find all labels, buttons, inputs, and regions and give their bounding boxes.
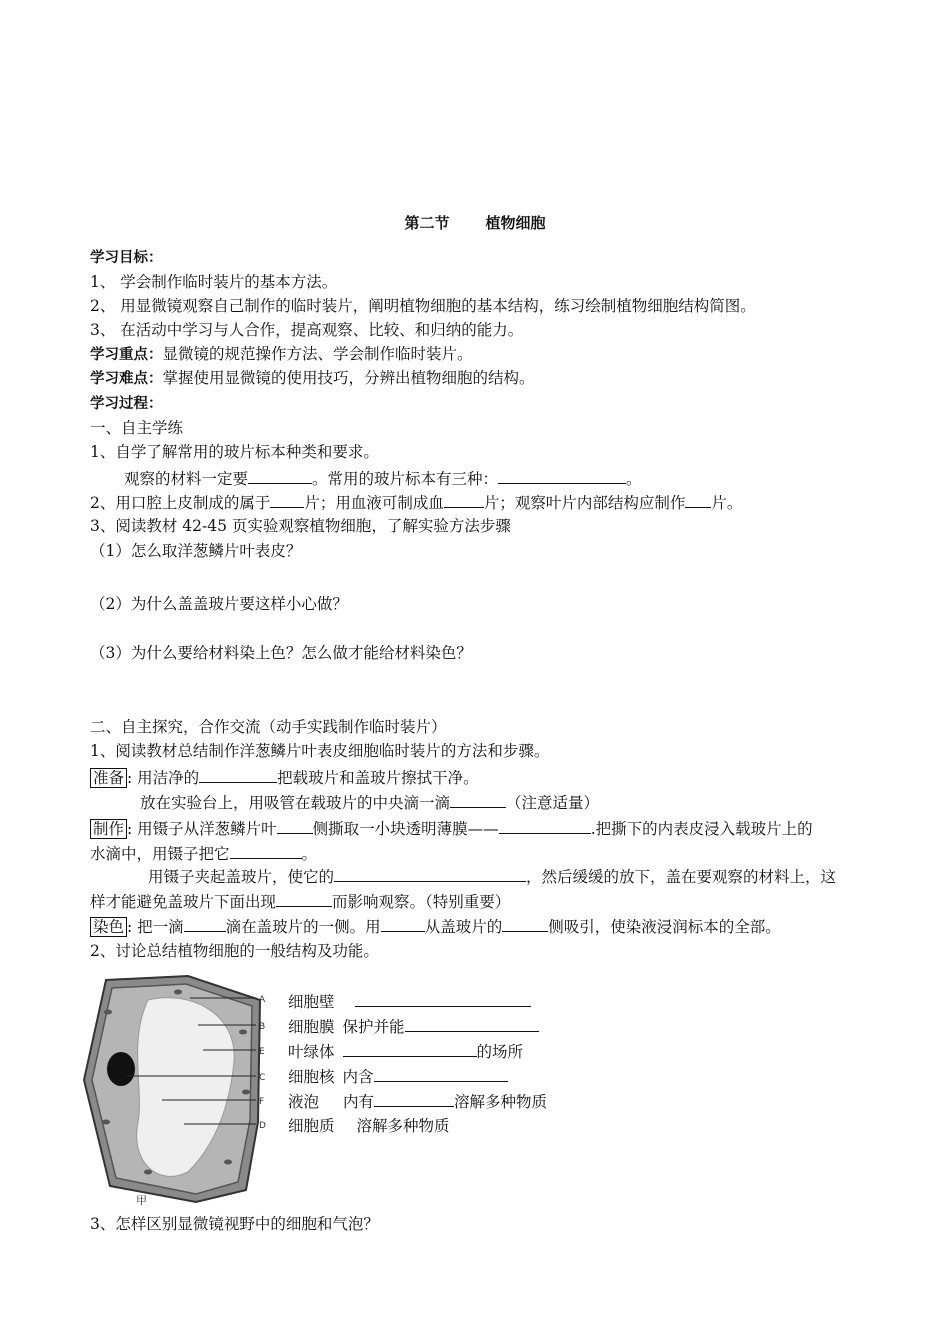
structure-vacuole: 液泡 内有 溶解多种物质	[288, 1093, 548, 1111]
part1-q3: 3、阅读教材 42-45 页实验观察植物细胞，了解实验方法步骤	[90, 517, 511, 535]
blank[interactable]	[184, 916, 226, 932]
blank[interactable]	[276, 891, 332, 907]
letter-b: B	[259, 1022, 266, 1032]
chloroplast-shape	[242, 1090, 250, 1095]
section-topic: 植物细胞	[485, 214, 546, 232]
blank[interactable]	[685, 492, 711, 508]
blank[interactable]	[355, 991, 531, 1007]
stain-label: 染色	[90, 917, 127, 937]
blank[interactable]	[270, 492, 304, 508]
objective-3: 3、 在活动中学习与人合作，提高观察、比较、和归纳的能力。	[90, 321, 524, 339]
structure-chloroplast: 叶绿体 的场所	[288, 1043, 524, 1061]
nucleus-shape	[107, 1052, 135, 1086]
letter-f: F	[259, 1097, 265, 1107]
letter-c: C	[259, 1073, 266, 1083]
blank[interactable]	[343, 1041, 477, 1057]
page-title	[0, 212, 950, 233]
process-heading: 学习过程：	[90, 396, 163, 412]
blank[interactable]	[277, 818, 313, 834]
blank[interactable]	[230, 843, 302, 859]
chloroplast-shape	[104, 1010, 112, 1015]
part2-q3: 3、怎样区别显微镜视野中的细胞和气泡？	[90, 1215, 379, 1233]
blank[interactable]	[498, 468, 626, 484]
letter-d: D	[259, 1121, 266, 1131]
blank[interactable]	[374, 1066, 508, 1082]
part1-q1-line: 观察的材料一定要 。常用的玻片标本有三种： 。	[124, 470, 642, 488]
section-number: 第二节	[404, 214, 450, 232]
blank[interactable]	[381, 916, 425, 932]
letter-a: A	[259, 995, 266, 1005]
structure-cell-wall: 细胞壁	[288, 991, 531, 1012]
part1-q1: 1、自学了解常用的玻片标本种类和要求。	[90, 443, 379, 461]
prep-label: 准备	[90, 768, 127, 788]
chloroplast-shape	[224, 1160, 232, 1165]
chloroplast-shape	[174, 990, 182, 995]
structure-cytoplasm: 细胞质 溶解多种物质	[288, 1117, 450, 1135]
part1-q2: 2、用口腔上皮制成的属于 片；用血液可制成血 片；观察叶片内部结构应制作 片。	[90, 494, 743, 512]
make-line-2: 水滴中，用镊子把它 。	[90, 845, 318, 863]
blank[interactable]	[444, 492, 484, 508]
prep-line-2: 放在实验台上，用吸管在载玻片的中央滴一滴 （注意适量）	[140, 794, 600, 812]
part2-q1: 1、阅读教材总结制作洋葱鳞片叶表皮细胞临时装片的方法和步骤。	[90, 742, 550, 760]
prep-line: 准备 : 用洁净的 把载玻片和盖玻片擦拭干净。	[90, 767, 479, 788]
chloroplast-shape	[239, 1030, 247, 1035]
letter-e: E	[259, 1047, 265, 1057]
part2-q2: 2、讨论总结植物细胞的一般结构及功能。	[90, 942, 379, 960]
plant-cell-diagram	[78, 972, 278, 1207]
blank[interactable]	[450, 792, 506, 808]
blank[interactable]	[374, 1091, 454, 1107]
part1-sub2: （2）为什么盖盖玻片要这样小心做？	[90, 595, 348, 613]
make-label: 制作	[90, 819, 127, 839]
objective-1: 1、 学会制作临时装片的基本方法。	[90, 273, 338, 291]
objective-2: 2、 用显微镜观察自己制作的临时装片，阐明植物细胞的基本结构，练习绘制植物细胞结构简图。	[90, 297, 756, 315]
stain-line: 染色 : 把一滴 滴在盖玻片的一侧。用 从盖玻片的 侧吸引，使染液浸润标本的全部。	[90, 916, 781, 937]
structure-cell-membrane: 细胞膜 保护并能	[288, 1016, 539, 1037]
blank[interactable]	[199, 767, 277, 783]
part2-heading: 二、自主探究，合作交流（动手实践制作临时装片）	[90, 718, 447, 736]
blank[interactable]	[334, 866, 526, 882]
part1-sub1: （1）怎么取洋葱鳞片叶表皮？	[90, 542, 302, 560]
cover-line-2: 样才能避免盖玻片下面出现 而影响观察。（特别重要）	[90, 893, 511, 911]
part1-heading: 一、自主学练	[90, 419, 184, 437]
cover-line: 用镊子夹起盖玻片，使它的 ，然后缓缓的放下，盖在要观察的材料上，这	[148, 868, 837, 886]
make-line: 制作 : 用镊子从洋葱鳞片叶 侧撕取一小块透明薄膜—— .把撕下的内表皮浸入载玻片上的	[90, 818, 813, 839]
blank[interactable]	[499, 818, 591, 834]
difficulty: 学习难点：掌握使用显微镜的使用技巧，分辨出植物细胞的结构。	[90, 369, 535, 387]
chloroplast-shape	[144, 1170, 152, 1175]
key-point: 学习重点：显微镜的规范操作方法、学会制作临时装片。	[90, 345, 473, 363]
chloroplast-shape	[102, 1120, 110, 1125]
blank[interactable]	[248, 468, 312, 484]
part1-sub3: （3）为什么要给材料染上色？怎么做才能给材料染色？	[90, 644, 472, 662]
diagram-caption: 甲	[136, 1194, 147, 1207]
blank[interactable]	[502, 916, 548, 932]
objectives-heading: 学习目标：	[90, 250, 163, 266]
blank[interactable]	[405, 1016, 539, 1032]
structure-nucleus: 细胞核 内含	[288, 1066, 508, 1087]
